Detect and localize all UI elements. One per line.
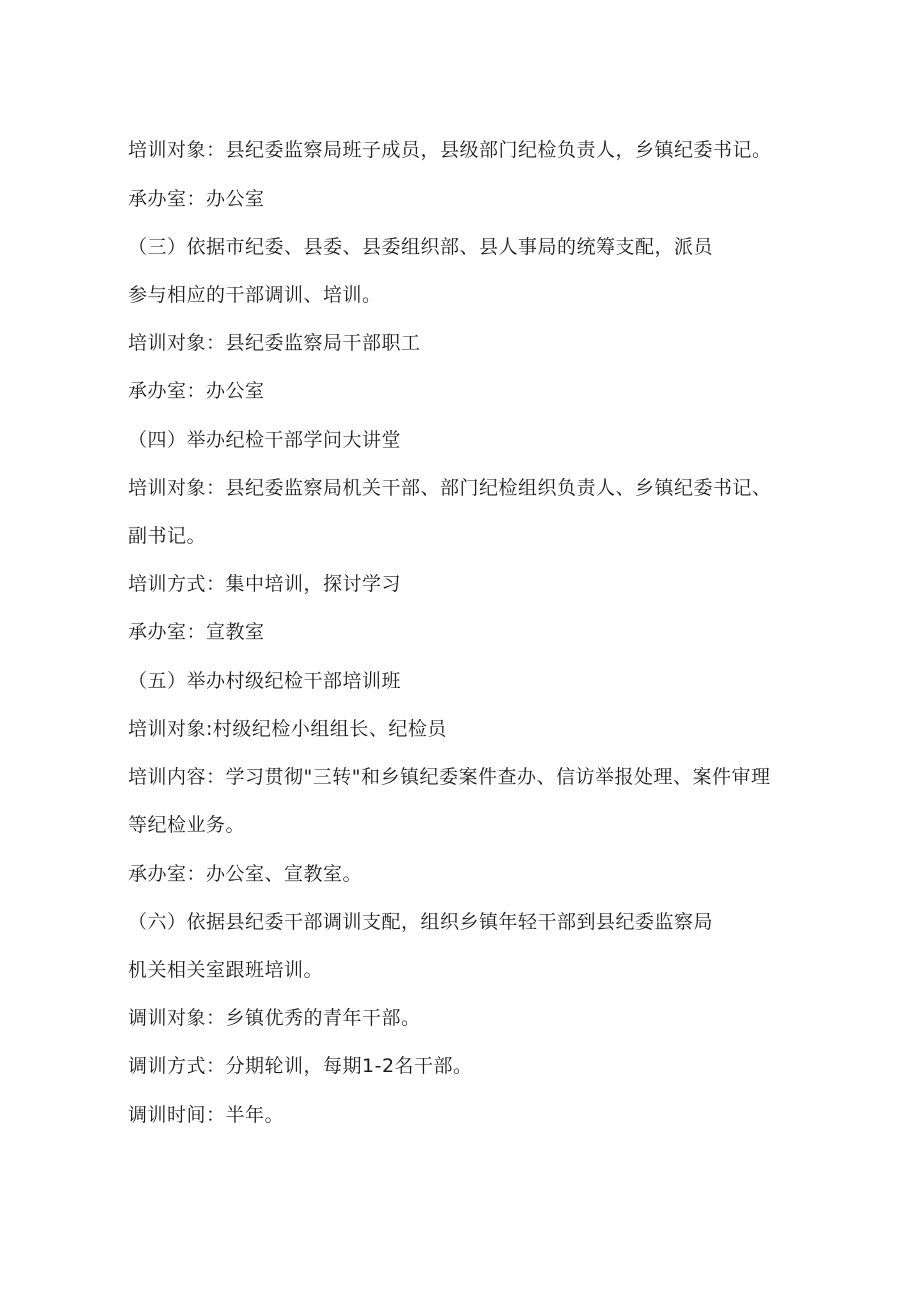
section-heading: （四）举办纪检干部学问大讲堂	[128, 429, 402, 451]
text-line: 参与相应的干部调训、培训。	[128, 284, 382, 306]
text-line: 培训对象:村级纪检小组组长、纪检员	[128, 718, 447, 740]
text-line: 调训对象：乡镇优秀的青年干部。	[128, 1007, 421, 1029]
text-line: 承办室：宣教室	[128, 621, 265, 643]
text-line: 副书记。	[128, 525, 207, 547]
text-line: 承办室：办公室、宣教室。	[128, 863, 363, 885]
text-line: 培训对象：县纪委监察局班子成员，县级部门纪检负责人，乡镇纪委书记。	[128, 139, 772, 161]
text-line: 调训方式：分期轮训，每期1-2名干部。	[128, 1055, 473, 1077]
text-line: 培训内容：学习贯彻"三转"和乡镇纪委案件查办、信访举报处理、案件审理	[128, 766, 771, 788]
text-line: 培训对象：县纪委监察局机关干部、部门纪检组织负责人、乡镇纪委书记、	[128, 477, 772, 499]
text-line: 调训时间：半年。	[128, 1104, 285, 1126]
text-line: 培训方式：集中培训，探讨学习	[128, 573, 402, 595]
text-line: 承办室：办公室	[128, 188, 265, 210]
section-heading: （五）举办村级纪检干部培训班	[128, 670, 402, 692]
text-line: 培训对象：县纪委监察局干部职工	[128, 332, 421, 354]
text-line: 机关相关室跟班培训。	[128, 959, 324, 981]
text-line: 承办室：办公室	[128, 380, 265, 402]
section-heading: （三）依据市纪委、县委、县委组织部、县人事局的统筹支配，派员	[128, 236, 714, 258]
section-heading: （六）依据县纪委干部调训支配，组织乡镇年轻干部到县纪委监察局	[128, 911, 714, 933]
text-line: 等纪检业务。	[128, 814, 246, 836]
